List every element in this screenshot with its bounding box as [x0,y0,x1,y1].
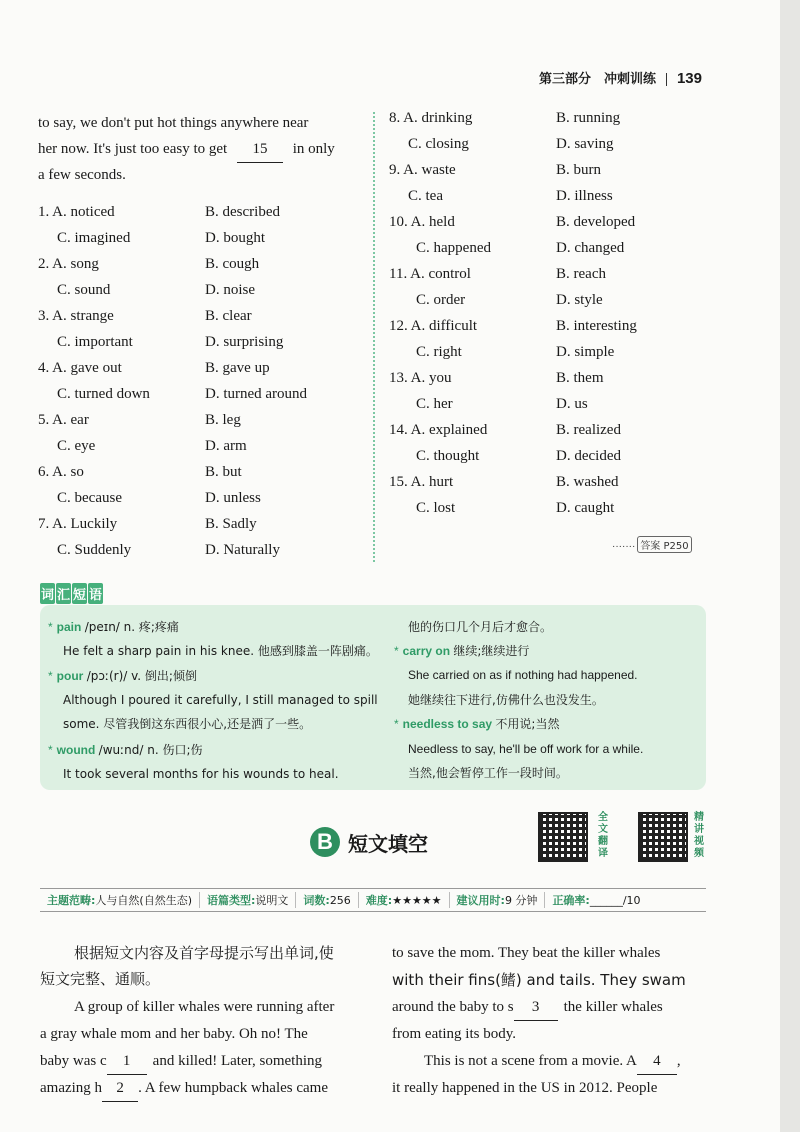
passage-line: to save the mom. They beat the killer whales [392,945,661,961]
option-d[interactable]: D. changed [556,240,625,256]
option-c[interactable]: C. order [416,292,466,308]
option-a[interactable]: 14. A. explained [389,422,488,438]
option-c[interactable]: C. important [57,334,133,350]
section-name: 第三部分 冲刺训练 [538,72,656,87]
star-icon: * [394,717,399,731]
vocab-title-char: 语 [88,583,103,604]
exercise-info-bar [40,888,706,912]
blank-2: 2 [102,1075,138,1102]
vocab-word: pain [56,620,82,634]
option-c[interactable]: C. closing [408,136,469,152]
qr-label-char: 精 [694,812,704,823]
star-icon: * [48,669,53,683]
vocab-title-char: 词 [40,583,55,604]
option-b[interactable]: B. Sadly [205,516,257,532]
qr-label-char: 译 [598,848,608,859]
info-cell [359,892,450,908]
vocab-def: 不用说;当然 [495,717,560,731]
vocab-entry-pour [48,668,197,684]
passage-line: with their fins(鳍) and tails. They swam [392,971,686,989]
passage-line: to say, we don't put hot things anywhere near [38,115,309,131]
option-d[interactable]: D. style [556,292,603,308]
info-cell [200,892,296,908]
qr-label-char: 频 [694,848,704,859]
info-key: 语篇类型: [207,894,256,907]
answer-page: P250 [663,541,689,552]
passage-text: This is not a scene from a movie. A [424,1053,637,1069]
page-number: 139 [676,70,702,87]
vocab-example: It took several months for his wounds to heal. [63,767,339,781]
qr-label-char: 视 [694,836,704,847]
instruction-line: 短文完整、通顺。 [40,970,161,988]
passage-line: a gray whale mom and her baby. Oh no! The [40,1026,308,1042]
option-d[interactable]: D. bought [205,230,265,246]
info-cell [296,892,358,908]
option-d[interactable]: D. noise [205,282,255,298]
option-b[interactable]: B. cough [205,256,260,272]
blank-4: 4 [637,1048,677,1075]
vocab-example: Although I poured it carefully, I still managed to spill [63,693,378,707]
vocab-word: pour [56,669,84,683]
instruction-line: 根据短文内容及首字母提示写出单词,使 [74,944,334,962]
option-c[interactable]: C. tea [408,188,443,204]
info-key: 难度: [365,894,393,907]
qr-code-video[interactable] [638,812,688,862]
option-b[interactable]: B. gave up [205,360,270,376]
option-a[interactable]: 10. A. held [389,214,455,230]
vocab-def: 继续;继续进行 [453,644,530,658]
option-b[interactable]: B. running [556,110,621,126]
vocab-def: /pɔː(r)/ v. 倒出;倾倒 [86,669,197,683]
vocab-example: 他的伤口几个月后才愈合。 [408,620,553,634]
option-c[interactable]: C. sound [57,282,111,298]
vocab-def: /peɪn/ n. 疼;疼痛 [84,620,179,634]
option-c[interactable]: C. Suddenly [57,542,132,558]
passage-line [40,1048,322,1075]
passage-text: . A few humpback whales came [138,1080,329,1096]
vocab-title-char: 汇 [56,583,71,604]
option-d[interactable]: D. illness [556,188,613,204]
answer-label: 答案 [640,541,661,552]
vocab-entry-needless-to-say [394,716,559,732]
option-b[interactable]: B. developed [556,214,636,230]
info-key: 词数: [303,894,330,907]
qr-label-char: 全 [598,812,608,823]
option-a[interactable]: 8. A. drinking [389,110,473,126]
option-b[interactable]: B. them [556,370,604,386]
info-key: 正确率: [552,894,590,907]
vocab-entry-pain [48,619,179,635]
section-b-badge: B [310,827,340,857]
section-b-title: 短文填空 [348,831,428,856]
passage-line [40,1075,328,1102]
passage-text: baby was c [40,1053,107,1069]
option-b[interactable]: B. reach [556,266,606,282]
passage-text: amazing h [40,1080,103,1096]
option-c[interactable]: C. right [416,344,462,360]
option-c[interactable]: C. lost [416,500,456,516]
option-d[interactable]: D. unless [205,490,261,506]
option-a[interactable]: 12. A. difficult [389,318,478,334]
answer-tag [637,536,691,553]
info-value: 9 分钟 [504,894,538,907]
passage-line: it really happened in the US in 2012. People [392,1080,658,1096]
info-key: 主题范畴: [47,894,96,907]
star-icon: * [48,620,53,634]
info-cell [450,892,546,908]
option-a[interactable]: 9. A. waste [389,162,456,178]
option-a[interactable]: 5. A. ear [38,412,89,428]
option-b[interactable]: B. realized [556,422,621,438]
vocab-example: 当然,他会暂停工作一段时间。 [408,766,568,780]
section-b-heading [310,827,428,857]
passage-line [424,1048,681,1075]
page-header [539,68,702,87]
option-d[interactable]: D. simple [556,344,615,360]
info-value: 256 [329,894,351,907]
option-b[interactable]: B. interesting [556,318,637,334]
answer-dots: ······· [612,541,636,552]
vocab-word: wound [56,743,96,757]
vocab-entry-carry-on [394,643,529,659]
option-c[interactable]: C. imagined [57,230,131,246]
option-d[interactable]: D. decided [556,448,621,464]
option-c[interactable]: C. eye [57,438,96,454]
blank-3: 3 [514,994,558,1021]
qr-label-video [694,812,706,860]
qr-label-char: 讲 [694,824,704,835]
option-c[interactable]: C. thought [416,448,480,464]
passage-text: , [676,1053,681,1069]
option-c[interactable]: C. turned down [57,386,150,402]
option-d[interactable]: D. caught [556,500,615,516]
qr-code-translation[interactable] [538,812,588,862]
option-d[interactable]: D. us [556,396,588,412]
vocab-title-char: 短 [72,583,87,604]
qr-label-char: 翻 [598,836,608,847]
blank-1: 1 [107,1048,147,1075]
passage-text: in only [292,141,335,157]
page-edge [780,0,800,1132]
info-value: ______/10 [589,894,641,907]
info-value: 说明文 [255,894,289,907]
option-a[interactable]: 11. A. control [389,266,471,282]
option-c[interactable]: C. happened [416,240,491,256]
option-b[interactable]: B. but [205,464,242,480]
option-d[interactable]: D. surprising [205,334,284,350]
option-b[interactable]: B. washed [556,474,619,490]
option-c[interactable]: C. because [57,490,122,506]
passage-line [38,136,335,163]
column-divider [373,112,375,562]
option-b[interactable]: B. clear [205,308,252,324]
passage-line [392,994,663,1021]
vocab-word: carry on [402,644,451,658]
star-icon: * [394,644,399,658]
answer-reference [612,536,692,553]
vocab-example: some. 尽管我倒这东西很小心,还是洒了一些。 [63,717,312,731]
option-d[interactable]: D. turned around [205,386,308,402]
blank-15: 15 [237,136,283,163]
passage-text: around the baby to s [392,999,514,1015]
option-d[interactable]: D. Naturally [205,542,280,558]
info-value: 人与自然(自然生态) [95,894,192,907]
passage-line: a few seconds. [38,167,126,183]
option-a[interactable]: 3. A. strange [38,308,114,324]
option-c[interactable]: C. her [416,396,453,412]
qr-label-char: 文 [598,824,608,835]
option-a[interactable]: 7. A. Luckily [38,516,118,532]
passage-text: her now. It's just too easy to get [38,141,228,157]
option-a[interactable]: 2. A. song [38,256,99,272]
option-d[interactable]: D. saving [556,136,614,152]
vocab-example: He felt a sharp pain in his knee. 他感到膝盖一阵剧痛。 [63,644,378,658]
info-cell [545,892,647,908]
passage-line: from eating its body. [392,1026,517,1042]
vocab-example: Needless to say, he'll be off work for a while. [408,742,644,756]
passage-text: the killer whales [563,999,663,1015]
option-a[interactable]: 15. A. hurt [389,474,454,490]
option-a[interactable]: 1. A. noticed [38,204,115,220]
star-icon: * [48,743,53,757]
option-b[interactable]: B. leg [205,412,241,428]
info-key: 建议用时: [456,894,505,907]
vocab-entry-wound [48,742,203,758]
vocab-word: needless to say [402,717,493,731]
option-d[interactable]: D. arm [205,438,247,454]
header-divider [666,73,667,86]
option-b[interactable]: B. burn [556,162,601,178]
passage-line: A group of killer whales were running after [74,999,335,1015]
option-a[interactable]: 6. A. so [38,464,84,480]
option-a[interactable]: 4. A. gave out [38,360,122,376]
vocab-title [40,583,104,604]
vocab-example: 她继续往下进行,仿佛什么也没发生。 [408,693,604,707]
vocab-def: /wuːnd/ n. 伤口;伤 [98,743,203,757]
option-b[interactable]: B. described [205,204,280,220]
passage-text: and killed! Later, something [152,1053,323,1069]
info-value: ★★★★★ [392,894,442,907]
info-cell [40,892,200,908]
option-a[interactable]: 13. A. you [389,370,452,386]
qr-label-translation [598,812,610,860]
vocab-example: She carried on as if nothing had happened. [408,668,638,682]
